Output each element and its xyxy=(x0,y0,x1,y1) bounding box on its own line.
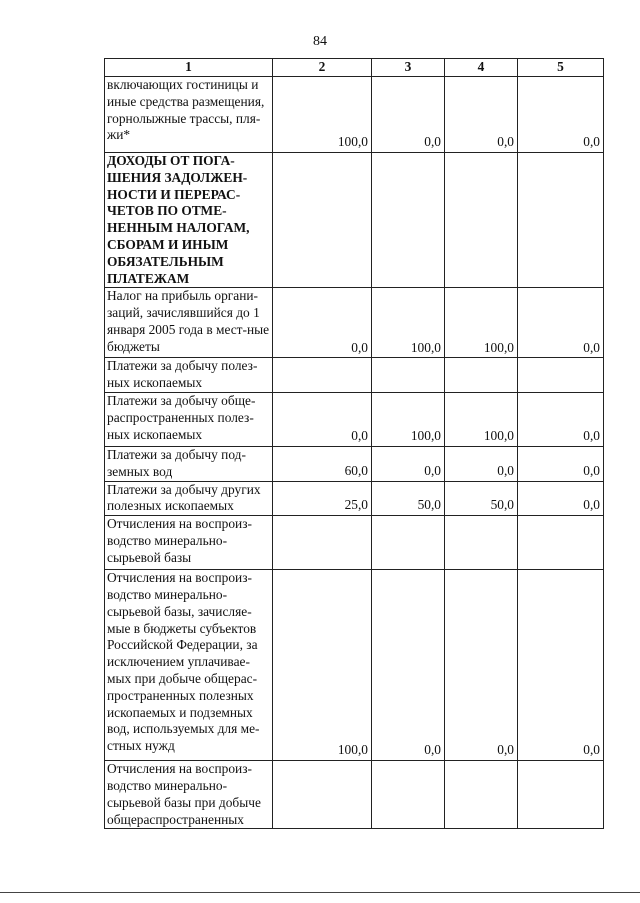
column-header: 3 xyxy=(372,59,445,77)
page-number: 84 xyxy=(313,34,327,49)
value-cell: 0,0 xyxy=(445,446,518,481)
table-header-row xyxy=(105,59,604,77)
page-bottom-divider xyxy=(0,892,640,893)
value-cell: 100,0 xyxy=(372,392,445,446)
value-cell xyxy=(445,358,518,393)
table-row xyxy=(105,288,604,358)
value-cell xyxy=(518,516,604,570)
value-cell xyxy=(372,153,445,288)
value-cell xyxy=(518,153,604,288)
value-cell: 100,0 xyxy=(273,570,372,761)
table-row xyxy=(105,761,604,829)
value-cell: 0,0 xyxy=(518,288,604,358)
table-row xyxy=(105,570,604,761)
row-label: ДОХОДЫ ОТ ПОГА-ШЕНИЯ ЗАДОЛЖЕН-НОСТИ И ПЕРЕРАС-ЧЕТОВ ПО ОТМЕ-НЕННЫМ НАЛОГАМ, СБОРАМ И ИНЫМ ОБЯЗАТЕЛЬНЫМ ПЛАТЕЖАМ xyxy=(105,153,273,288)
value-cell: 50,0 xyxy=(445,481,518,516)
row-label: Отчисления на воспроиз-водство минерально-сырьевой базы при добыче общераспространенных xyxy=(105,761,273,829)
table-row xyxy=(105,516,604,570)
value-cell xyxy=(273,358,372,393)
value-cell: 0,0 xyxy=(518,392,604,446)
revenue-distribution-table xyxy=(104,58,604,829)
value-cell: 0,0 xyxy=(372,77,445,153)
value-cell: 100,0 xyxy=(273,77,372,153)
value-cell xyxy=(273,761,372,829)
value-cell xyxy=(445,761,518,829)
row-label: Налог на прибыль органи-заций, зачислявшийся до 1 января 2005 года в мест-ные бюджеты xyxy=(105,288,273,358)
row-label: Платежи за добычу полез-ных ископаемых xyxy=(105,358,273,393)
value-cell: 60,0 xyxy=(273,446,372,481)
table-row xyxy=(105,446,604,481)
row-label: включающих гостиницы и иные средства размещения, горнолыжные трассы, пля-жи* xyxy=(105,77,273,153)
value-cell: 0,0 xyxy=(445,570,518,761)
value-cell: 100,0 xyxy=(445,288,518,358)
column-header: 5 xyxy=(518,59,604,77)
value-cell xyxy=(518,358,604,393)
value-cell: 0,0 xyxy=(518,570,604,761)
table-row xyxy=(105,358,604,393)
value-cell: 0,0 xyxy=(518,77,604,153)
value-cell xyxy=(445,153,518,288)
value-cell xyxy=(372,516,445,570)
table-row xyxy=(105,153,604,288)
row-label: Отчисления на воспроиз-водство минерально-сырьевой базы xyxy=(105,516,273,570)
value-cell: 0,0 xyxy=(518,446,604,481)
value-cell: 100,0 xyxy=(445,392,518,446)
row-label: Платежи за добычу других полезных ископаемых xyxy=(105,481,273,516)
value-cell: 25,0 xyxy=(273,481,372,516)
table-row xyxy=(105,77,604,153)
value-cell: 100,0 xyxy=(372,288,445,358)
value-cell xyxy=(518,761,604,829)
table-row xyxy=(105,392,604,446)
column-header: 2 xyxy=(273,59,372,77)
value-cell: 0,0 xyxy=(445,77,518,153)
value-cell xyxy=(372,761,445,829)
column-header: 1 xyxy=(105,59,273,77)
row-label: Платежи за добычу под-земных вод xyxy=(105,446,273,481)
value-cell xyxy=(273,153,372,288)
column-header: 4 xyxy=(445,59,518,77)
value-cell: 0,0 xyxy=(372,570,445,761)
row-label: Отчисления на воспроиз-водство минерально-сырьевой базы, зачисляе-мые в бюджеты субъектов Российской Федерации, за исключением уплачивае-мых при добыче общерас-пространенных полезных ископаемых и подземных вод, используемых для ме-стных нужд xyxy=(105,570,273,761)
value-cell: 0,0 xyxy=(273,392,372,446)
value-cell: 0,0 xyxy=(273,288,372,358)
value-cell: 50,0 xyxy=(372,481,445,516)
value-cell xyxy=(372,358,445,393)
value-cell: 0,0 xyxy=(518,481,604,516)
value-cell xyxy=(445,516,518,570)
table-row xyxy=(105,481,604,516)
value-cell xyxy=(273,516,372,570)
row-label: Платежи за добычу обще-распространенных полез-ных ископаемых xyxy=(105,392,273,446)
value-cell: 0,0 xyxy=(372,446,445,481)
